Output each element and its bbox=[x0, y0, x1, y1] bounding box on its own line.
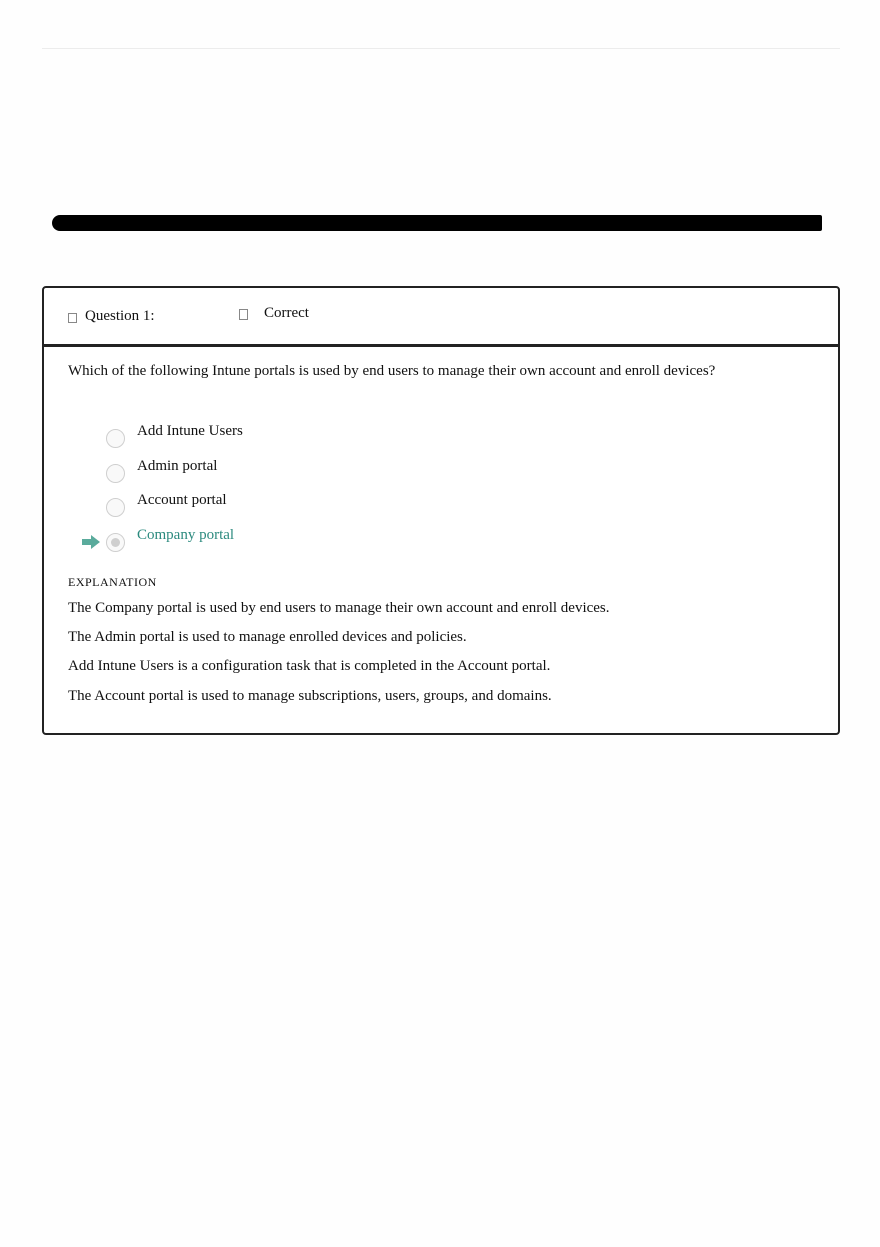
explanation-line: The Admin portal is used to manage enrolled devices and policies. bbox=[68, 629, 467, 645]
option-label-correct: Company portal bbox=[137, 527, 235, 543]
explanation-line: Add Intune Users is a configuration task that is completed in the Account portal. bbox=[68, 658, 551, 674]
option-label: Add Intune Users bbox=[137, 423, 243, 439]
radio-button[interactable] bbox=[106, 429, 125, 448]
question-text: Which of the following Intune portals is used by end users to manage their own account and enroll devices? bbox=[68, 363, 716, 379]
question-card bbox=[42, 286, 840, 735]
question-header bbox=[44, 288, 838, 347]
radio-button-selected[interactable] bbox=[106, 533, 125, 552]
explanation-line: The Company portal is used by end users to manage their own account and enroll devices. bbox=[68, 600, 610, 616]
explanation-heading: EXPLANATION bbox=[68, 575, 157, 589]
option-label: Account portal bbox=[137, 492, 227, 508]
top-rule bbox=[42, 48, 840, 49]
arrow-right-icon bbox=[82, 535, 100, 549]
redacted-title bbox=[52, 215, 822, 231]
question-icon bbox=[68, 313, 77, 323]
explanation-line: The Account portal is used to manage subscriptions, users, groups, and domains. bbox=[68, 688, 552, 704]
radio-button[interactable] bbox=[106, 498, 125, 517]
question-number: Question 1: bbox=[85, 308, 155, 324]
option-label: Admin portal bbox=[137, 458, 218, 474]
radio-button[interactable] bbox=[106, 464, 125, 483]
status-icon bbox=[239, 309, 248, 320]
answer-status: Correct bbox=[264, 305, 309, 321]
